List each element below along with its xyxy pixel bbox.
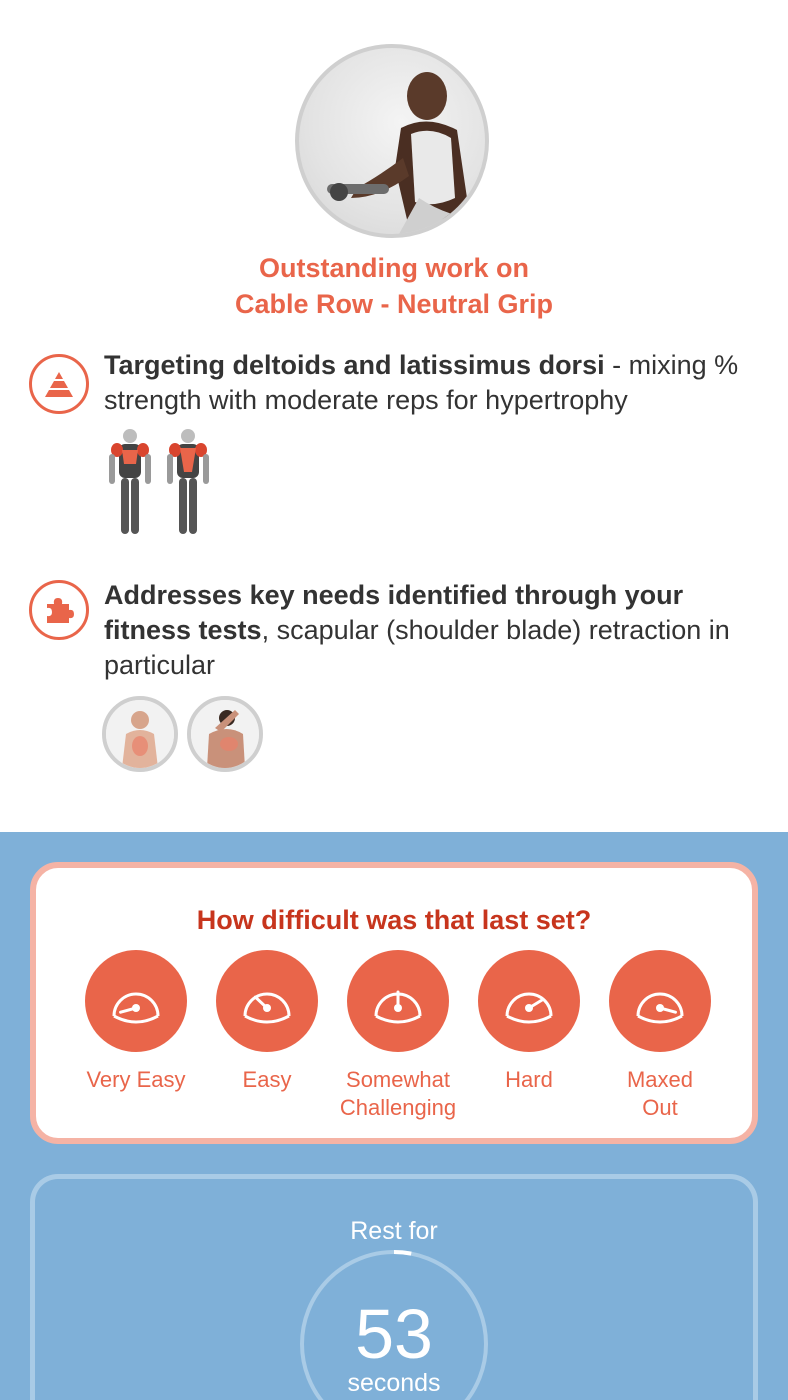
gauge-base xyxy=(507,1016,551,1022)
summary-headline xyxy=(0,250,788,322)
gauge-icon[interactable] xyxy=(85,950,187,1052)
gauge-icon[interactable] xyxy=(609,950,711,1052)
muscle-map-image xyxy=(100,426,220,538)
headline-line-2: Cable Row - Neutral Grip xyxy=(234,289,554,319)
difficulty-option-somewhat-challenging[interactable] xyxy=(328,950,468,1122)
shoulder-mobility-test-thumbnail[interactable] xyxy=(187,696,263,772)
difficulty-label-easy: Easy xyxy=(242,1067,292,1092)
feature-fitness-tests-text xyxy=(104,578,768,683)
muscle-map-front xyxy=(109,429,151,534)
rest-label: Rest for xyxy=(350,1217,438,1245)
feature-fitness-tests-bold: Addresses key needs identified through your fitness tests xyxy=(104,580,684,645)
feature-targeting-text xyxy=(104,348,768,418)
difficulty-option-easy[interactable] xyxy=(197,950,337,1094)
feature-targeting-rest: - mixing % strength with moderate reps for hypertrophy xyxy=(104,350,739,415)
difficulty-option-maxed-out[interactable] xyxy=(590,950,730,1122)
muscle-map-back xyxy=(167,429,209,534)
gauge-base xyxy=(376,1016,420,1022)
gauge-icon[interactable] xyxy=(347,950,449,1052)
rest-seconds-unit: seconds xyxy=(347,1369,441,1397)
difficulty-label-very-easy: Very Easy xyxy=(86,1067,186,1092)
gauge-hub xyxy=(132,1004,140,1012)
difficulty-label-maxed-out: Maxed Out xyxy=(626,1067,694,1120)
puzzle-piece-icon xyxy=(29,580,89,640)
difficulty-option-hard[interactable] xyxy=(459,950,599,1094)
rest-seconds-value: 53 xyxy=(355,1295,433,1373)
gauge-icon[interactable] xyxy=(216,950,318,1052)
gauge-hub xyxy=(394,1004,402,1012)
feature-fitness-tests-rest: , scapular (shoulder blade) retraction in particular xyxy=(104,615,730,680)
difficulty-label-hard: Hard xyxy=(505,1067,553,1092)
difficulty-label-somewhat-challenging: Somewhat Challenging xyxy=(339,1067,457,1120)
gauge-hub xyxy=(525,1004,533,1012)
feedback-panel xyxy=(0,832,788,1400)
pyramid-icon xyxy=(29,354,89,414)
headline-line-1: Outstanding work on xyxy=(259,253,529,283)
gauge-hub xyxy=(263,1004,271,1012)
gauge-base xyxy=(114,1016,158,1022)
exercise-photo xyxy=(295,44,489,238)
difficulty-card xyxy=(30,862,758,1144)
difficulty-title: How difficult was that last set? xyxy=(196,905,592,935)
rest-timer-card xyxy=(30,1174,758,1400)
gauge-hub xyxy=(656,1004,664,1012)
gauge-base xyxy=(638,1016,682,1022)
feature-targeting-bold: Targeting deltoids and latissimus dorsi xyxy=(104,350,605,380)
difficulty-option-very-easy[interactable] xyxy=(66,950,206,1094)
gauge-base xyxy=(245,1016,289,1022)
posture-test-thumbnail[interactable] xyxy=(102,696,178,772)
gauge-icon[interactable] xyxy=(478,950,580,1052)
